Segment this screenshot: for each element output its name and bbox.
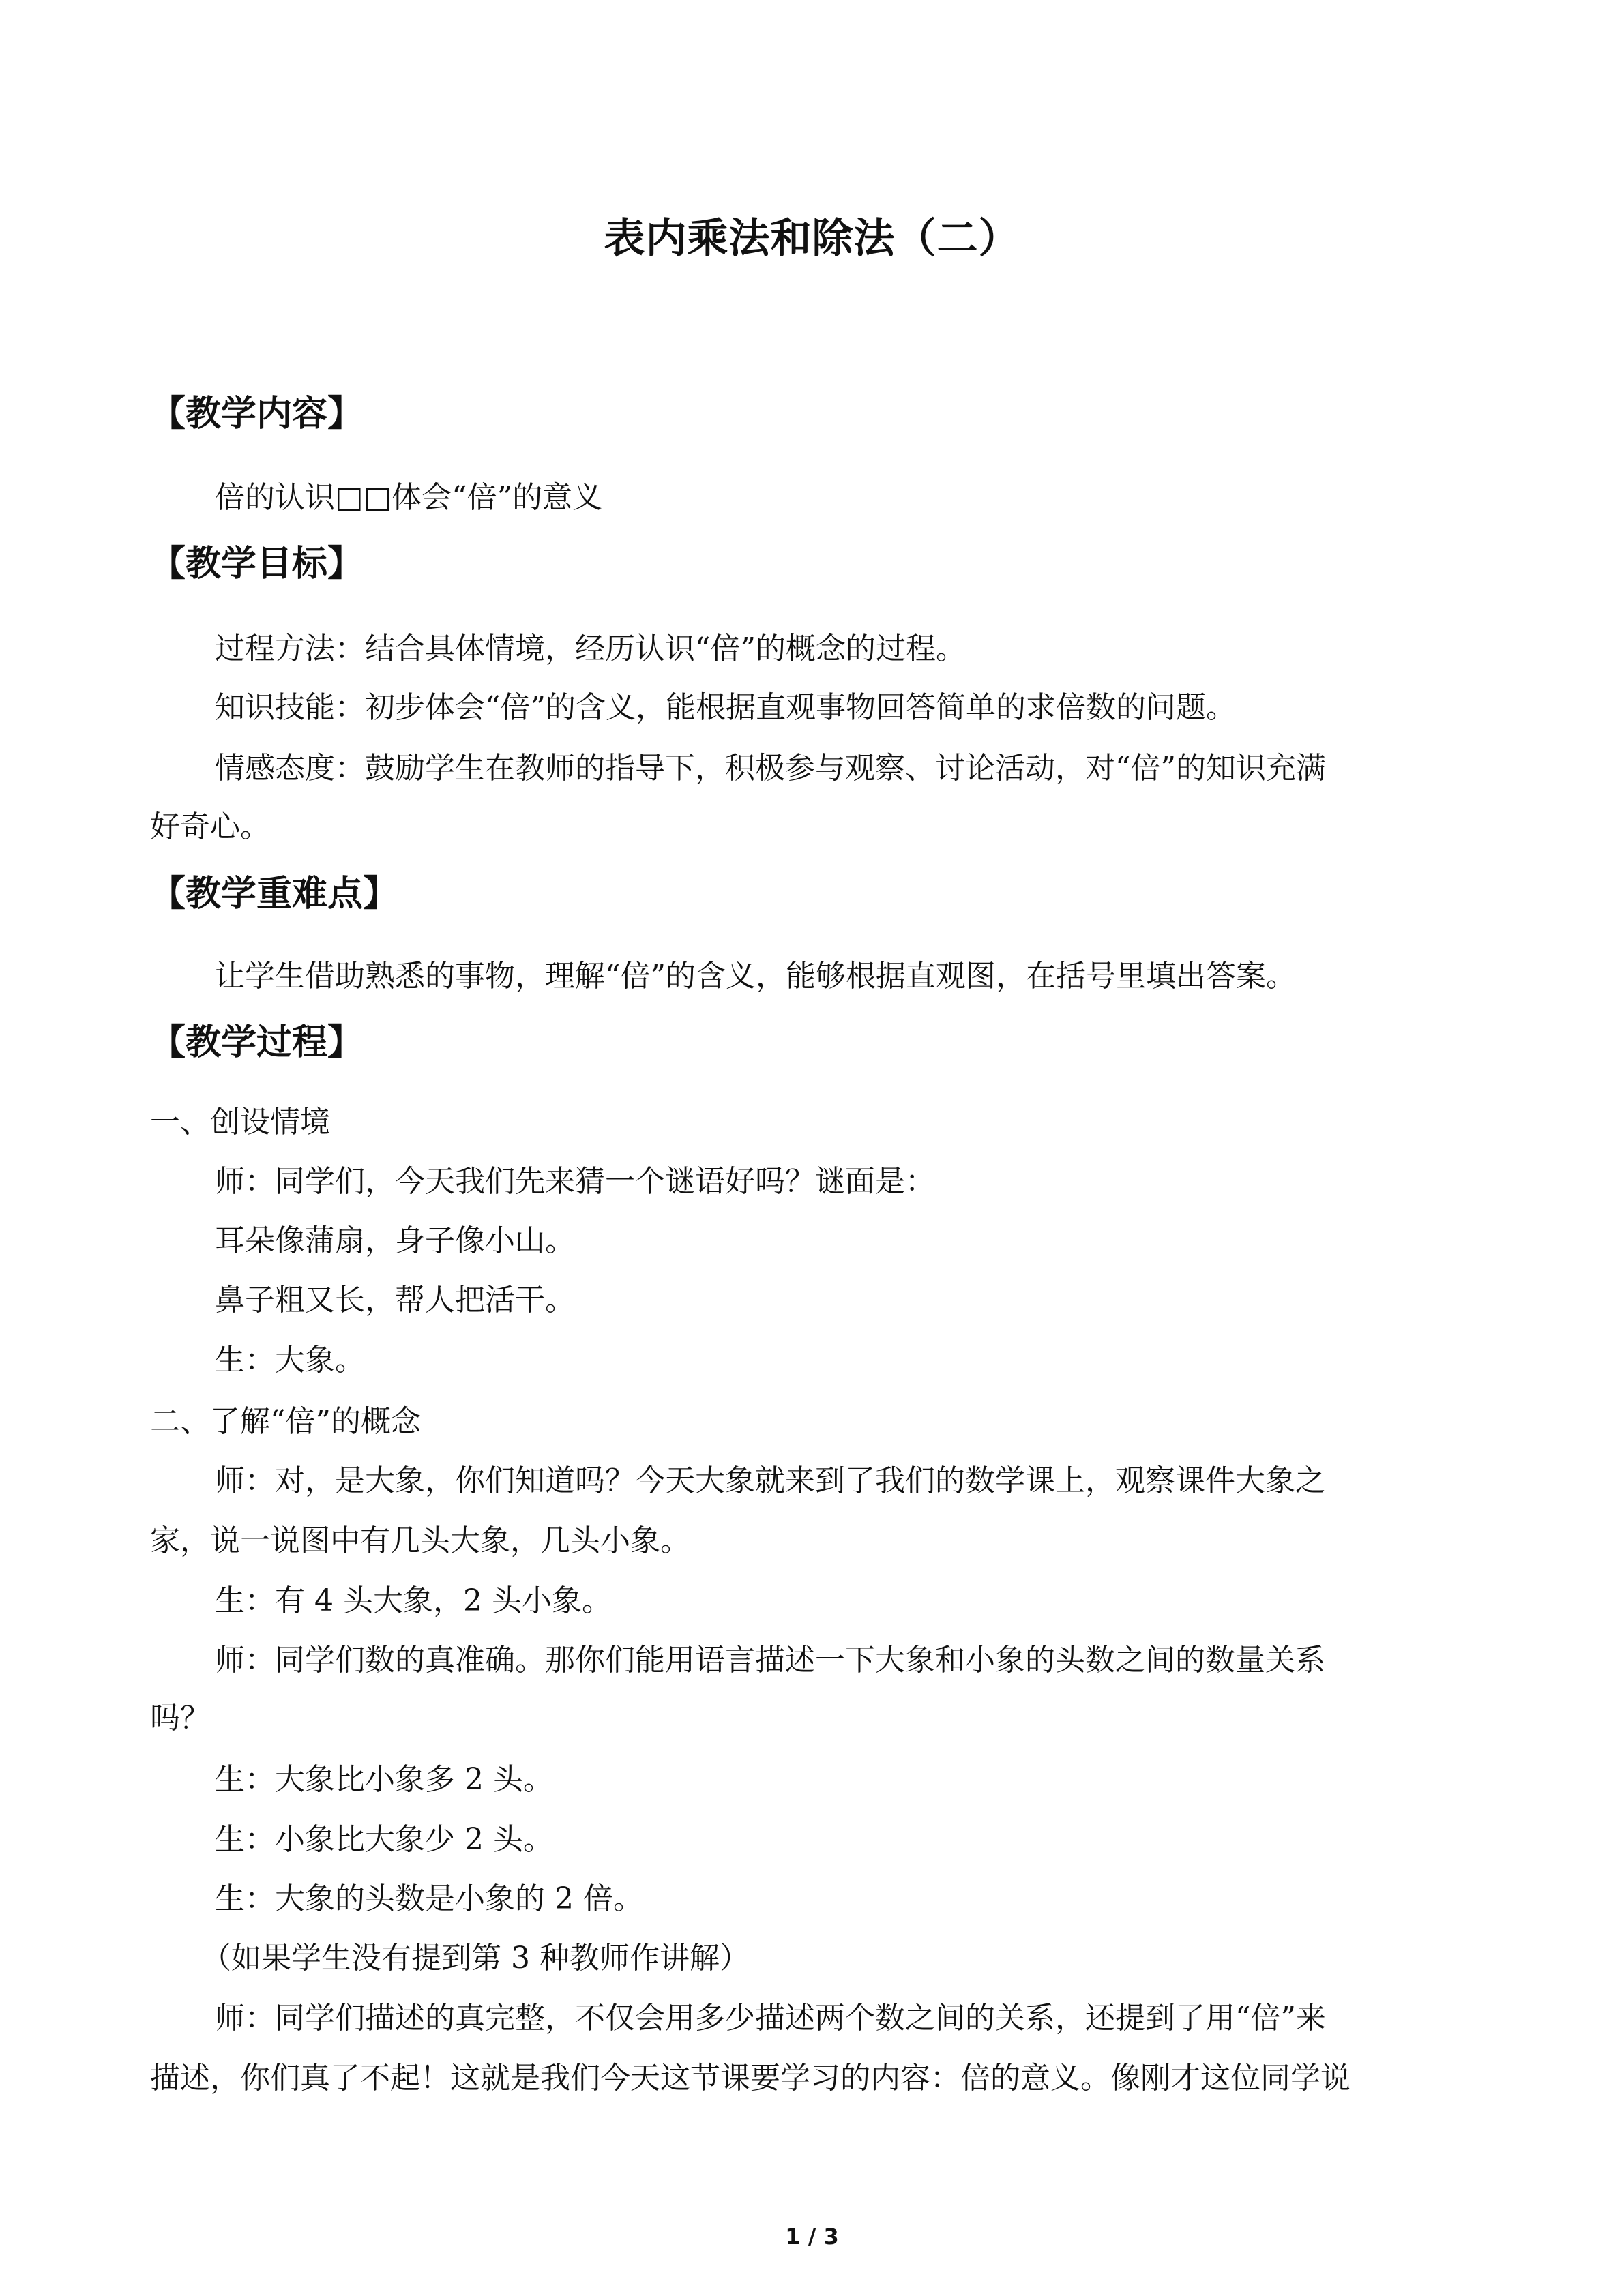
goals-line-attitude-cont: 好奇心。 [150, 809, 270, 844]
process-line: 师：对，是大象，你们知道吗？今天大象就来到了我们的数学课上，观察课件大象之 [215, 1463, 1325, 1498]
section-heading-process: 【教学过程】 [150, 1022, 364, 1063]
process-line: 师：同学们数的真准确。那你们能用语言描述一下大象和小象的头数之间的数量关系 [215, 1643, 1325, 1678]
process-note: （如果学生没有提到第 3 种教师作讲解） [201, 1941, 750, 1976]
process-line: 家，说一说图中有几头大象，几头小象。 [150, 1523, 690, 1558]
process-line: 师：同学们描述的真完整，不仅会用多少描述两个数之间的关系，还提到了用“倍”来 [215, 2001, 1326, 2036]
process-line: 耳朵像蒲扇，身子像小山。 [215, 1223, 575, 1258]
process-subheading: 一、创设情境 [150, 1105, 330, 1139]
process-line: 吗？ [150, 1701, 210, 1735]
section-heading-keypoints: 【教学重难点】 [150, 874, 399, 914]
process-line: 生：有 4 头大象，2 头小象。 [215, 1583, 612, 1618]
process-line: 生：大象比小象多 2 头。 [215, 1762, 553, 1797]
process-line: 鼻子粗又长，帮人把活干。 [215, 1283, 575, 1317]
goals-line-attitude: 情感态度：鼓励学生在教师的指导下，积极参与观察、讨论活动，对“倍”的知识充满 [215, 751, 1326, 786]
section-heading-goals: 【教学目标】 [150, 543, 364, 584]
keypoints-line: 让学生借助熟悉的事物，理解“倍”的含义，能够根据直观图，在括号里填出答案。 [215, 959, 1296, 994]
section-heading-content: 【教学内容】 [150, 393, 364, 434]
process-line: 生：大象。 [215, 1343, 365, 1377]
goals-line-method: 过程方法：结合具体情境，经历认识“倍”的概念的过程。 [215, 631, 966, 666]
process-line: 描述，你们真了不起！这就是我们今天这节课要学习的内容：倍的意义。像刚才这位同学说 [150, 2061, 1350, 2096]
document-title: 表内乘法和除法（二） [604, 215, 1020, 263]
page-number: 1 / 3 [785, 2224, 839, 2250]
process-line: 生：小象比大象少 2 头。 [215, 1822, 553, 1857]
content-line: 倍的认识□□体会“倍”的意义 [215, 480, 603, 515]
goals-line-skill: 知识技能：初步体会“倍”的含义，能根据直观事物回答简单的求倍数的问题。 [215, 690, 1236, 725]
process-line: 师：同学们，今天我们先来猜一个谜语好吗？谜面是： [215, 1164, 935, 1199]
process-subheading: 二、了解“倍”的概念 [150, 1404, 421, 1439]
process-line: 生：大象的头数是小象的 2 倍。 [215, 1881, 643, 1916]
